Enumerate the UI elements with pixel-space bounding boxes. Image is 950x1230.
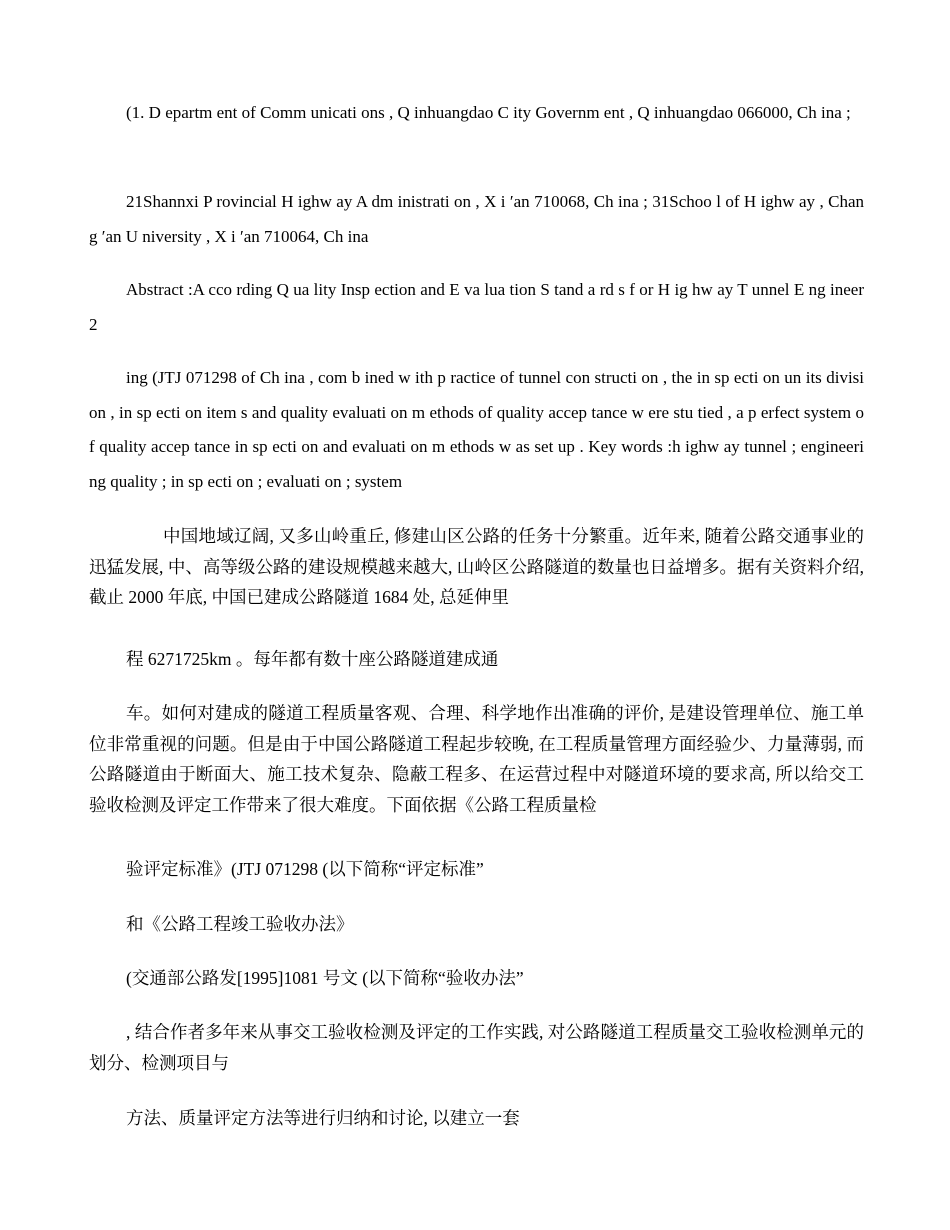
body-paragraph-2: 程 6271725km 。每年都有数十座公路隧道建成通 [126,649,499,669]
body-paragraph-1: 中国地域辽阔, 又多山岭重丘, 修建山区公路的任务十分繁重。近年来, 随着公路交通事业的迅猛发展, 中、高等级公路的建设规模越来越大, 山岭区公路隧道的数量也日益增多。据有关资料介绍, 截止 2000 年底, 中国已建成公路隧道 1684 处, 总延伸里 [89,526,864,607]
affiliation-paragraph-2: 21Shannxi P rovincial H ighw ay A dm inistrati on , X i ′an 710068, Ch ina ; 31Schoo l of H ighw ay , Chang ′an U niversity , X i ′an 710064, Ch ina [89,192,864,246]
abstract-paragraph-1: Abstract :A cco rding Q ua lity Insp ection and E va lua tion S tand a rd s f or H ig hw ay T unnel E ng ineer 2 [89,280,864,334]
body-paragraph-8: 方法、质量评定方法等进行归纳和讨论, 以建立一套 [126,1108,520,1128]
abstract-paragraph-2: ing (JTJ 071298 of Ch ina , com b ined w ith p ractice of tunnel con structi on , the in sp ecti on un its divisi on , in sp ecti on item s and quality evaluati on m ethods of quality accep tance w ere stu tied , a p erfect system of quality accep tance in sp ecti on and evaluati on m ethods w as set up . Key words :h ighw ay tunnel ; engineering quality ; in sp ecti on ; evaluati on ; system [89,368,864,491]
body-paragraph-5: 和《公路工程竣工验收办法》 [126,914,354,934]
body-paragraph-7: , 结合作者多年来从事交工验收检测及评定的工作实践, 对公路隧道工程质量交工验收检测单元的划分、检测项目与 [89,1022,864,1073]
body-paragraph-3: 车。如何对建成的隧道工程质量客观、合理、科学地作出准确的评价, 是建设管理单位、施工单位非常重视的问题。但是由于中国公路隧道工程起步较晚, 在工程质量管理方面经验少、力量薄弱, 而公路隧道由于断面大、施工技术复杂、隐蔽工程多、在运营过程中对隧道环境的要求高, 所以给交工验收检测及评定工作带来了很大难度。下面依据《公路工程质量检 [89,703,864,815]
affiliation-paragraph-1: (1. D epartm ent of Comm unicati ons , Q inhuangdao C ity Governm ent , Q inhuangdao 066000, Ch ina ; [126,103,851,122]
body-paragraph-6: (交通部公路发[1995]1081 号文 (以下简称“验收办法” [126,968,524,988]
body-paragraph-4: 验评定标准》(JTJ 071298 (以下简称“评定标准” [126,859,484,879]
